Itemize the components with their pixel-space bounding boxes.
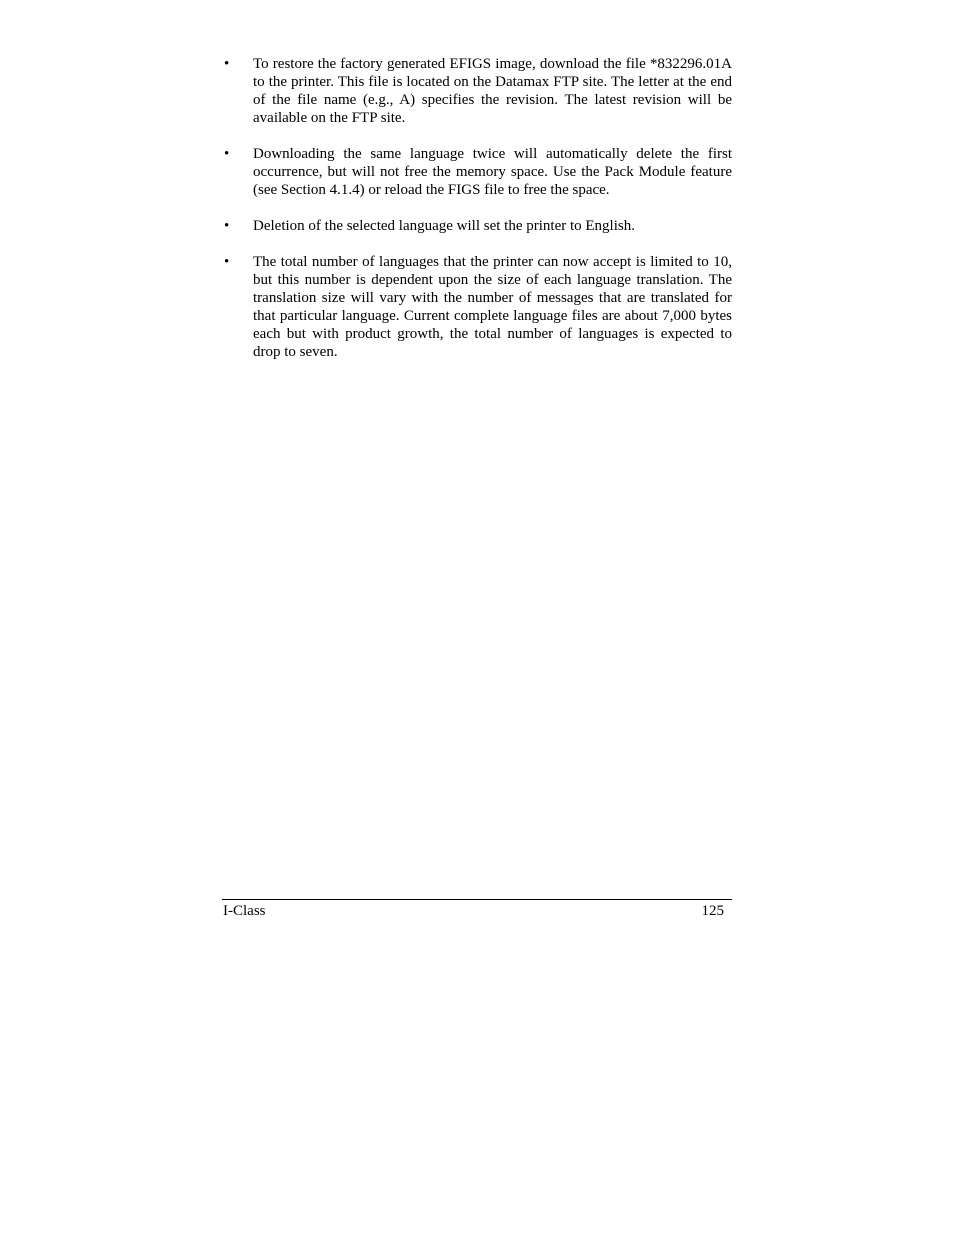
page-footer: [222, 899, 732, 919]
bullet-item-deletion: [222, 217, 732, 235]
bullet-marker: •: [224, 218, 230, 234]
bullet-text: To restore the factory generated EFIGS image, download the file *832296.01A to the printer. This file is located on the Datamax FTP site. The letter at the end of the file name (e.g., A) specifies the revision. The latest revision will be available on the FTP site.: [253, 56, 732, 126]
bullet-list: [222, 55, 732, 361]
bullet-marker: •: [224, 146, 230, 162]
bullet-marker: •: [224, 254, 230, 270]
footer-page-number: 125: [701, 903, 724, 919]
bullet-item-download-twice: [222, 145, 732, 199]
bullet-text: Deletion of the selected language will set the printer to English.: [253, 218, 635, 234]
bullet-marker: •: [224, 56, 230, 72]
page-content: [222, 55, 732, 379]
bullet-text: Downloading the same language twice will automatically delete the first occurrence, but will not free the memory space. Use the Pack Module feature (see Section 4.1.4) or reload the FIGS file to free the space.: [253, 146, 732, 198]
footer-product-name: I-Class: [223, 903, 266, 919]
bullet-item-language-limit: [222, 253, 732, 361]
bullet-item-restore-efigs: [222, 55, 732, 127]
bullet-text: The total number of languages that the printer can now accept is limited to 10, but this number is dependent upon the size of each language translation. The translation size will vary with the number of messages that are translated for that particular language. Current complete language files are about 7,000 bytes each but with product growth, the total number of languages is expected to drop to seven.: [253, 254, 732, 360]
